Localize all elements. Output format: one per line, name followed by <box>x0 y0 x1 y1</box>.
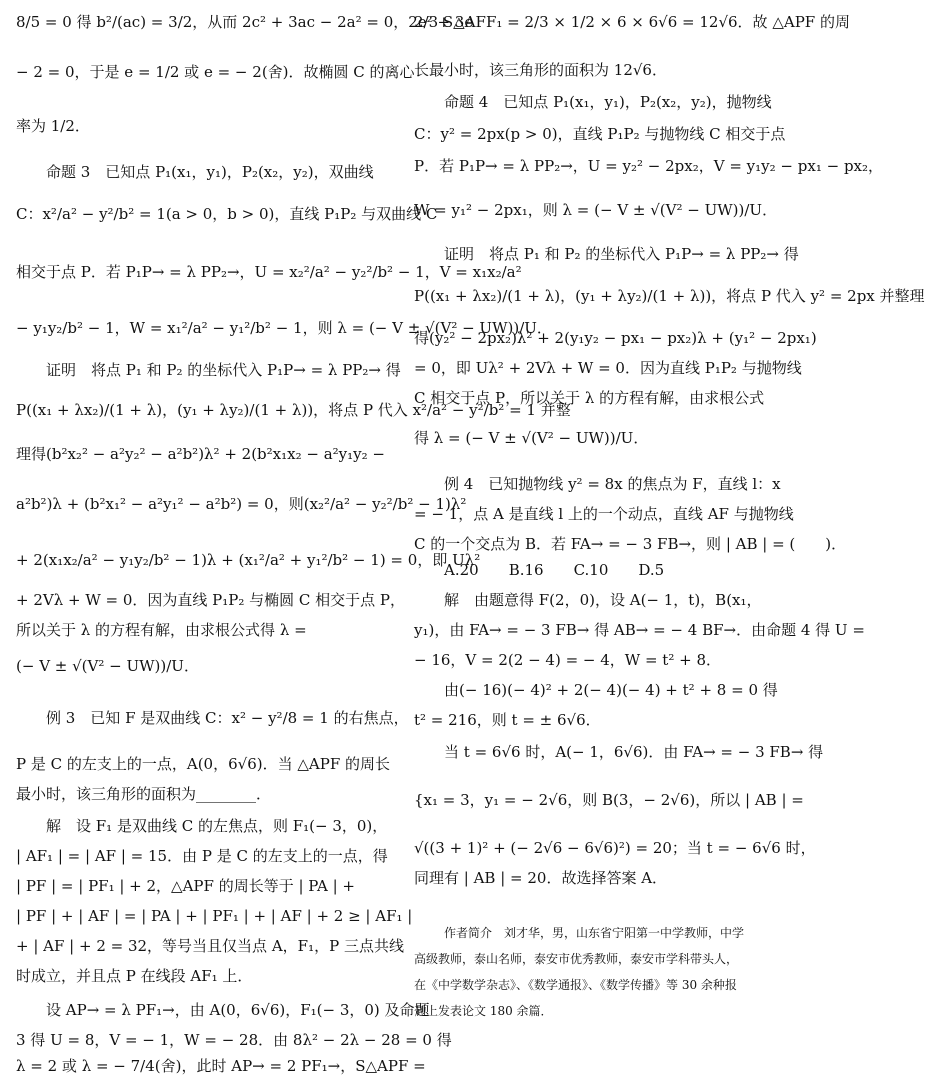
text-line: C 相交于点 P，所以关于 λ 的方程有解，由求根公式 <box>414 389 765 407</box>
text-line: + 2(x₁x₂/a² − y₁y₂/b² − 1)λ + (x₁²/a² + y₁²/b² − 1) = 0，即 Uλ² <box>16 551 481 569</box>
text-line: P((x₁ + λx₂)/(1 + λ)，(y₁ + λy₂)/(1 + λ))，将点 P 代入 x²/a² − y²/b² = 1 并整 <box>16 401 571 419</box>
text-line: − y₁y₂/b² − 1，W = x₁²/a² − y₁²/b² − 1，则 λ = (− V ± √(V² − UW))/U． <box>16 319 552 337</box>
text-line: 由(− 16)(− 4)² + 2(− 4)(− 4) + t² + 8 = 0 得 <box>444 681 778 699</box>
text-line: 3 得 U = 8，V = − 1，W = − 28．由 8λ² − 2λ − 28 = 0 得 <box>16 1031 452 1049</box>
example-3-title: 例 3 已知 F 是双曲线 C：x² − y²/8 = 1 的右焦点， <box>46 709 409 727</box>
text-line: √((3 + 1)² + (− 2√6 − 6√6)²) = 20；当 t = − 6√6 时， <box>414 839 816 857</box>
text-line: − 16，V = 2(2 − 4) = − 4，W = t² + 8． <box>414 651 721 669</box>
text-line: C 的一个交点为 B．若 FA→ = − 3 FB→，则 | AB | = ( )． <box>414 535 847 553</box>
text-line: P．若 P₁P→ = λ PP₂→，U = y₂² − 2px₂，V = y₁y₂ − px₁ − px₂， <box>414 157 884 175</box>
proposition-4-title: 命题 4 已知点 P₁(x₁，y₁)，P₂(x₂，y₂)，抛物线 <box>444 93 772 111</box>
text-line: 2/3 S△AFF₁ = 2/3 × 1/2 × 6 × 6√6 = 12√6．故 △APF 的周 <box>414 13 850 31</box>
text-line: | AF₁ | = | AF | = 15．由 P 是 C 的左支上的一点，得 <box>16 847 388 865</box>
text-line: (− V ± √(V² − UW))/U． <box>16 657 199 675</box>
author-bio: 在《中学数学杂志》、《数学通报》、《数学传播》等 30 余种报 <box>414 978 737 992</box>
text-line: C：y² = 2px(p > 0)，直线 P₁P₂ 与抛物线 C 相交于点 <box>414 125 786 143</box>
proof-4-title: 证明 将点 P₁ 和 P₂ 的坐标代入 P₁P→ = λ PP₂→ 得 <box>444 245 799 263</box>
text-line: − 2 = 0，于是 e = 1/2 或 e = − 2(舍)．故椭圆 C 的离心 <box>16 63 415 81</box>
text-line: 得(y₂² − 2px₂)λ² + 2(y₁y₂ − px₁ − px₂)λ + (y₁² − 2px₁) <box>414 329 817 347</box>
author-bio: 刊上发表论文 180 余篇． <box>414 1004 553 1018</box>
text-line: = 0，即 Uλ² + 2Vλ + W = 0．因为直线 P₁P₂ 与抛物线 <box>414 359 802 377</box>
text-line: + | AF | + 2 = 32，等号当且仅当点 A，F₁，P 三点共线 <box>16 937 404 955</box>
text-line: λ = 2 或 λ = − 7/4(舍)，此时 AP→ = 2 PF₁→，S△APF = <box>16 1057 426 1075</box>
text-line: W = y₁² − 2px₁，则 λ = (− V ± √(V² − UW))/U． <box>414 201 778 219</box>
text-line: y₁)，由 FA→ = − 3 FB→ 得 AB→ = − 4 BF→．由命题 4 得 U = <box>414 621 865 639</box>
text-line: 设 AP→ = λ PF₁→，由 A(0，6√6)，F₁(− 3，0) 及命题 <box>46 1001 430 1019</box>
text-line: + 2Vλ + W = 0．因为直线 P₁P₂ 与椭圆 C 相交于点 P， <box>16 591 406 609</box>
text-line: 时成立，并且点 P 在线段 AF₁ 上． <box>16 967 253 985</box>
text-line: 率为 1/2． <box>16 117 90 135</box>
author-bio: 作者简介 刘才华，男，山东省宁阳第一中学教师，中学 <box>444 926 745 940</box>
text-line: a²b²)λ + (b²x₁² − a²y₁² − a²b²) = 0，则(x₂²/a² − y₂²/b² − 1)λ² <box>16 495 467 513</box>
text-line: 长最小时，该三角形的面积为 12√6． <box>414 61 667 79</box>
text-line: | PF | = | PF₁ | + 2，△APF 的周长等于 | PA | + <box>16 877 355 895</box>
text-line: 所以关于 λ 的方程有解，由求根公式得 λ = <box>16 621 307 639</box>
text-line: | PF | + | AF | = | PA | + | PF₁ | + | AF | + 2 ≥ | AF₁ | <box>16 907 413 925</box>
text-line: = − 1，点 A 是直线 l 上的一个动点，直线 AF 与抛物线 <box>414 505 794 523</box>
text-line: P((x₁ + λx₂)/(1 + λ)，(y₁ + λy₂)/(1 + λ))，将点 P 代入 y² = 2px 并整理 <box>414 287 925 305</box>
proof-3-title: 证明 将点 P₁ 和 P₂ 的坐标代入 P₁P→ = λ PP₂→ 得 <box>46 361 401 379</box>
example-4-title: 例 4 已知抛物线 y² = 8x 的焦点为 F，直线 l：x <box>444 475 781 493</box>
solution-3-title: 解 设 F₁ 是双曲线 C 的左焦点，则 F₁(− 3，0)， <box>46 817 388 835</box>
text-line: P 是 C 的左支上的一点，A(0，6√6)．当 △APF 的周长 <box>16 755 391 773</box>
text-line: 同理有 | AB | = 20．故选择答案 A． <box>414 869 668 887</box>
author-bio: 高级教师，泰山名师，泰安市优秀教师，泰安市学科带头人， <box>414 952 739 966</box>
text-line: t² = 216，则 t = ± 6√6． <box>414 711 601 729</box>
text-line: {x₁ = 3，y₁ = − 2√6，则 B(3，− 2√6)，所以 | AB | = <box>414 791 804 809</box>
text-line: 8/5 = 0 得 b²/(ac) = 3/2，从而 2c² + 3ac − 2a² = 0，2e² + 3e <box>16 13 474 31</box>
text-line: C：x²/a² − y²/b² = 1(a > 0，b > 0)，直线 P₁P₂ 与双曲线 C <box>16 205 438 223</box>
answer-blank-line: 最小时，该三角形的面积为________． <box>16 785 272 803</box>
answer-options: A.20 B.16 C.10 D.5 <box>444 561 665 579</box>
text-line: 当 t = 6√6 时，A(− 1，6√6)．由 FA→ = − 3 FB→ 得 <box>444 743 824 761</box>
text-line: 得 λ = (− V ± √(V² − UW))/U． <box>414 429 649 447</box>
solution-4-title: 解 由题意得 F(2，0)，设 A(− 1，t)，B(x₁， <box>444 591 762 609</box>
proposition-3-title: 命题 3 已知点 P₁(x₁，y₁)，P₂(x₂，y₂)，双曲线 <box>46 163 374 181</box>
text-line: 理得(b²x₂² − a²y₂² − a²b²)λ² + 2(b²x₁x₂ − a²y₁y₂ − <box>16 445 385 463</box>
text-line: 相交于点 P．若 P₁P→ = λ PP₂→，U = x₂²/a² − y₂²/b² − 1，V = x₁x₂/a² <box>16 263 522 281</box>
